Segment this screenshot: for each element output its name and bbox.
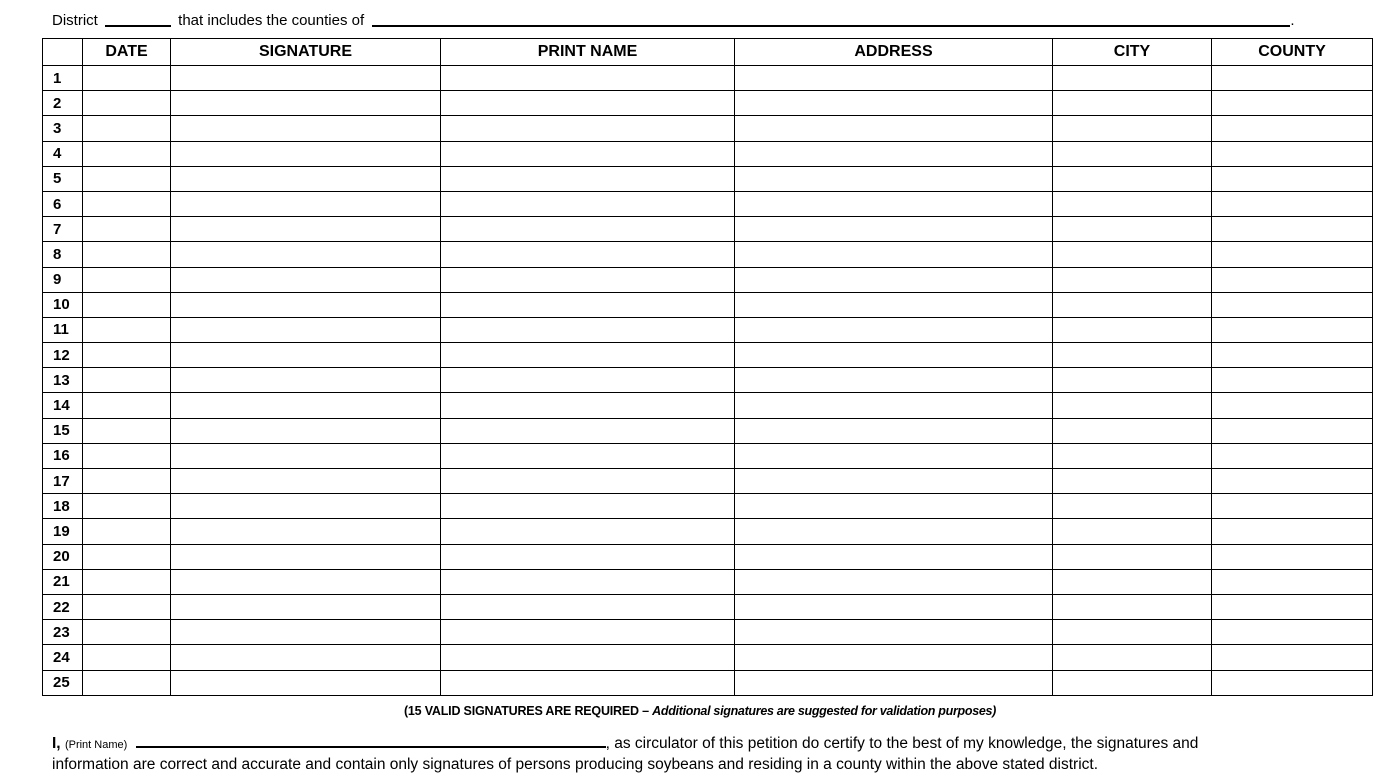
- certify-i: I,: [52, 735, 61, 752]
- print-name-cell[interactable]: [441, 670, 735, 695]
- print-name-cell[interactable]: [441, 494, 735, 519]
- table-row: [43, 368, 1373, 393]
- address-cell[interactable]: [735, 544, 1053, 569]
- row-number: 16: [43, 443, 83, 468]
- address-cell[interactable]: [735, 292, 1053, 317]
- county-cell[interactable]: [1212, 544, 1373, 569]
- table-row: [43, 242, 1373, 267]
- address-cell[interactable]: [735, 267, 1053, 292]
- print-name-cell[interactable]: [441, 166, 735, 191]
- date-cell[interactable]: [83, 217, 171, 242]
- print-name-cell[interactable]: [441, 91, 735, 116]
- row-number: 25: [43, 670, 83, 695]
- address-cell[interactable]: [735, 645, 1053, 670]
- county-cell[interactable]: [1212, 670, 1373, 695]
- date-cell[interactable]: [83, 242, 171, 267]
- table-row: [43, 418, 1373, 443]
- district-number-blank[interactable]: [105, 10, 171, 27]
- date-cell[interactable]: [83, 670, 171, 695]
- address-cell[interactable]: [735, 393, 1053, 418]
- table-row: [43, 191, 1373, 216]
- city-cell[interactable]: [1053, 317, 1212, 342]
- date-cell[interactable]: [83, 594, 171, 619]
- county-cell[interactable]: [1212, 217, 1373, 242]
- table-row: [43, 469, 1373, 494]
- signature-cell[interactable]: [171, 443, 441, 468]
- signature-cell[interactable]: [171, 292, 441, 317]
- district-header: [52, 8, 1342, 28]
- print-name-cell[interactable]: [441, 242, 735, 267]
- print-name-cell[interactable]: [441, 267, 735, 292]
- county-cell[interactable]: [1212, 494, 1373, 519]
- date-cell[interactable]: [83, 469, 171, 494]
- signature-cell[interactable]: [171, 670, 441, 695]
- signature-cell[interactable]: [171, 116, 441, 141]
- row-number: 21: [43, 569, 83, 594]
- county-cell[interactable]: [1212, 242, 1373, 267]
- city-cell[interactable]: [1053, 594, 1212, 619]
- date-cell[interactable]: [83, 494, 171, 519]
- date-cell[interactable]: [83, 368, 171, 393]
- row-number: 4: [43, 141, 83, 166]
- print-name-cell[interactable]: [441, 343, 735, 368]
- table-row: [43, 166, 1373, 191]
- certify-line1-rest: , as circulator of this petition do certify to the best of my knowledge, the signatures and: [605, 735, 1199, 752]
- county-cell[interactable]: [1212, 519, 1373, 544]
- date-cell[interactable]: [83, 116, 171, 141]
- signature-cell[interactable]: [171, 191, 441, 216]
- table-row: [43, 267, 1373, 292]
- city-cell[interactable]: [1053, 242, 1212, 267]
- county-cell[interactable]: [1212, 443, 1373, 468]
- row-number: 14: [43, 393, 83, 418]
- county-cell[interactable]: [1212, 166, 1373, 191]
- address-cell[interactable]: [735, 166, 1053, 191]
- row-number: 24: [43, 645, 83, 670]
- city-cell[interactable]: [1053, 544, 1212, 569]
- counties-blank[interactable]: [372, 10, 1290, 27]
- table-row: [43, 519, 1373, 544]
- county-cell[interactable]: [1212, 343, 1373, 368]
- header-print-name: PRINT NAME: [441, 39, 735, 66]
- row-number: 20: [43, 544, 83, 569]
- date-cell[interactable]: [83, 166, 171, 191]
- address-cell[interactable]: [735, 116, 1053, 141]
- header-period: .: [1290, 12, 1295, 29]
- table-row: [43, 317, 1373, 342]
- table-row: [43, 91, 1373, 116]
- city-cell[interactable]: [1053, 670, 1212, 695]
- city-cell[interactable]: [1053, 191, 1212, 216]
- print-name-cell[interactable]: [441, 393, 735, 418]
- table-row: [43, 343, 1373, 368]
- date-cell[interactable]: [83, 292, 171, 317]
- county-cell[interactable]: [1212, 368, 1373, 393]
- county-cell[interactable]: [1212, 620, 1373, 645]
- signature-table: [42, 38, 1373, 696]
- row-number: 11: [43, 317, 83, 342]
- date-cell[interactable]: [83, 66, 171, 91]
- row-number: 10: [43, 292, 83, 317]
- signature-cell[interactable]: [171, 418, 441, 443]
- signature-cell[interactable]: [171, 317, 441, 342]
- table-header-row: [43, 39, 1373, 66]
- print-name-cell[interactable]: [441, 418, 735, 443]
- print-name-cell[interactable]: [441, 191, 735, 216]
- print-name-label: (Print Name): [64, 739, 128, 751]
- row-number: 19: [43, 519, 83, 544]
- row-number: 6: [43, 191, 83, 216]
- date-cell[interactable]: [83, 343, 171, 368]
- signature-cell[interactable]: [171, 166, 441, 191]
- address-cell[interactable]: [735, 242, 1053, 267]
- table-body: [43, 66, 1373, 696]
- signature-cell[interactable]: [171, 594, 441, 619]
- city-cell[interactable]: [1053, 418, 1212, 443]
- date-cell[interactable]: [83, 317, 171, 342]
- print-name-cell[interactable]: [441, 66, 735, 91]
- county-cell[interactable]: [1212, 191, 1373, 216]
- city-cell[interactable]: [1053, 519, 1212, 544]
- city-cell[interactable]: [1053, 343, 1212, 368]
- address-cell[interactable]: [735, 594, 1053, 619]
- address-cell[interactable]: [735, 519, 1053, 544]
- date-cell[interactable]: [83, 645, 171, 670]
- county-cell[interactable]: [1212, 267, 1373, 292]
- header-address: ADDRESS: [735, 39, 1053, 66]
- county-cell[interactable]: [1212, 66, 1373, 91]
- county-cell[interactable]: [1212, 645, 1373, 670]
- print-name-cell[interactable]: [441, 519, 735, 544]
- city-cell[interactable]: [1053, 116, 1212, 141]
- print-name-cell[interactable]: [441, 368, 735, 393]
- county-cell[interactable]: [1212, 569, 1373, 594]
- row-number: 2: [43, 91, 83, 116]
- print-name-cell[interactable]: [441, 645, 735, 670]
- print-name-cell[interactable]: [441, 141, 735, 166]
- city-cell[interactable]: [1053, 569, 1212, 594]
- table-row: [43, 494, 1373, 519]
- city-cell[interactable]: [1053, 166, 1212, 191]
- signature-cell[interactable]: [171, 141, 441, 166]
- city-cell[interactable]: [1053, 91, 1212, 116]
- city-cell[interactable]: [1053, 620, 1212, 645]
- requirement-rest: Additional signatures are suggested for validation purposes): [652, 704, 997, 718]
- signature-cell[interactable]: [171, 620, 441, 645]
- header-number: [43, 39, 83, 66]
- address-cell[interactable]: [735, 191, 1053, 216]
- city-cell[interactable]: [1053, 393, 1212, 418]
- county-cell[interactable]: [1212, 594, 1373, 619]
- header-city: CITY: [1053, 39, 1212, 66]
- table-row: [43, 594, 1373, 619]
- print-name-cell[interactable]: [441, 116, 735, 141]
- row-number: 15: [43, 418, 83, 443]
- signature-cell[interactable]: [171, 66, 441, 91]
- city-cell[interactable]: [1053, 141, 1212, 166]
- certify-line-1: [52, 732, 1372, 755]
- table-row: [43, 116, 1373, 141]
- address-cell[interactable]: [735, 494, 1053, 519]
- address-cell[interactable]: [735, 343, 1053, 368]
- row-number: 1: [43, 66, 83, 91]
- print-name-cell[interactable]: [441, 594, 735, 619]
- city-cell[interactable]: [1053, 292, 1212, 317]
- table-row: [43, 217, 1373, 242]
- header-county: COUNTY: [1212, 39, 1373, 66]
- date-cell[interactable]: [83, 141, 171, 166]
- header-signature: SIGNATURE: [171, 39, 441, 66]
- requirement-strong: (15 VALID SIGNATURES ARE REQUIRED –: [403, 704, 653, 718]
- table-row: [43, 443, 1373, 468]
- print-name-cell[interactable]: [441, 469, 735, 494]
- signature-cell[interactable]: [171, 469, 441, 494]
- county-cell[interactable]: [1212, 418, 1373, 443]
- table-row: [43, 66, 1373, 91]
- city-cell[interactable]: [1053, 494, 1212, 519]
- table-row: [43, 645, 1373, 670]
- signature-cell[interactable]: [171, 343, 441, 368]
- print-name-cell[interactable]: [441, 443, 735, 468]
- date-cell[interactable]: [83, 393, 171, 418]
- circulator-name-blank[interactable]: [136, 732, 606, 748]
- signature-cell[interactable]: [171, 544, 441, 569]
- table-row: [43, 620, 1373, 645]
- print-name-cell[interactable]: [441, 569, 735, 594]
- address-cell[interactable]: [735, 317, 1053, 342]
- county-cell[interactable]: [1212, 317, 1373, 342]
- table-row: [43, 670, 1373, 695]
- address-cell[interactable]: [735, 91, 1053, 116]
- row-number: 23: [43, 620, 83, 645]
- circulator-certification: [52, 732, 1372, 775]
- date-cell[interactable]: [83, 569, 171, 594]
- city-cell[interactable]: [1053, 368, 1212, 393]
- row-number: 5: [43, 166, 83, 191]
- signature-cell[interactable]: [171, 217, 441, 242]
- row-number: 17: [43, 469, 83, 494]
- signature-cell[interactable]: [171, 368, 441, 393]
- address-cell[interactable]: [735, 670, 1053, 695]
- signature-cell[interactable]: [171, 267, 441, 292]
- city-cell[interactable]: [1053, 645, 1212, 670]
- print-name-cell[interactable]: [441, 544, 735, 569]
- address-cell[interactable]: [735, 569, 1053, 594]
- date-cell[interactable]: [83, 519, 171, 544]
- row-number: 12: [43, 343, 83, 368]
- signature-cell[interactable]: [171, 645, 441, 670]
- address-cell[interactable]: [735, 217, 1053, 242]
- address-cell[interactable]: [735, 443, 1053, 468]
- row-number: 13: [43, 368, 83, 393]
- address-cell[interactable]: [735, 141, 1053, 166]
- county-cell[interactable]: [1212, 292, 1373, 317]
- date-cell[interactable]: [83, 91, 171, 116]
- row-number: 3: [43, 116, 83, 141]
- date-cell[interactable]: [83, 443, 171, 468]
- row-number: 9: [43, 267, 83, 292]
- county-cell[interactable]: [1212, 116, 1373, 141]
- table-row: [43, 393, 1373, 418]
- row-number: 8: [43, 242, 83, 267]
- date-cell[interactable]: [83, 620, 171, 645]
- county-cell[interactable]: [1212, 141, 1373, 166]
- table-row: [43, 141, 1373, 166]
- signature-cell[interactable]: [171, 393, 441, 418]
- city-cell[interactable]: [1053, 267, 1212, 292]
- date-cell[interactable]: [83, 544, 171, 569]
- counties-label: that includes the counties of: [178, 12, 365, 29]
- signature-requirement-note: [0, 704, 1400, 718]
- print-name-cell[interactable]: [441, 620, 735, 645]
- city-cell[interactable]: [1053, 66, 1212, 91]
- county-cell[interactable]: [1212, 91, 1373, 116]
- row-number: 7: [43, 217, 83, 242]
- signature-cell[interactable]: [171, 494, 441, 519]
- county-cell[interactable]: [1212, 469, 1373, 494]
- row-number: 18: [43, 494, 83, 519]
- city-cell[interactable]: [1053, 217, 1212, 242]
- signature-cell[interactable]: [171, 569, 441, 594]
- row-number: 22: [43, 594, 83, 619]
- table-row: [43, 569, 1373, 594]
- signature-cell[interactable]: [171, 242, 441, 267]
- address-cell[interactable]: [735, 620, 1053, 645]
- county-cell[interactable]: [1212, 393, 1373, 418]
- address-cell[interactable]: [735, 368, 1053, 393]
- print-name-cell[interactable]: [441, 317, 735, 342]
- table-row: [43, 544, 1373, 569]
- address-cell[interactable]: [735, 66, 1053, 91]
- certify-line-2: information are correct and accurate and contain only signatures of persons producing soybeans and residing in a county within the above stated district.: [52, 756, 1099, 773]
- city-cell[interactable]: [1053, 443, 1212, 468]
- signature-cell[interactable]: [171, 519, 441, 544]
- address-cell[interactable]: [735, 469, 1053, 494]
- table-row: [43, 292, 1373, 317]
- date-cell[interactable]: [83, 267, 171, 292]
- print-name-cell[interactable]: [441, 217, 735, 242]
- signature-cell[interactable]: [171, 91, 441, 116]
- date-cell[interactable]: [83, 418, 171, 443]
- district-label: District: [52, 12, 98, 29]
- print-name-cell[interactable]: [441, 292, 735, 317]
- city-cell[interactable]: [1053, 469, 1212, 494]
- header-date: DATE: [83, 39, 171, 66]
- address-cell[interactable]: [735, 418, 1053, 443]
- date-cell[interactable]: [83, 191, 171, 216]
